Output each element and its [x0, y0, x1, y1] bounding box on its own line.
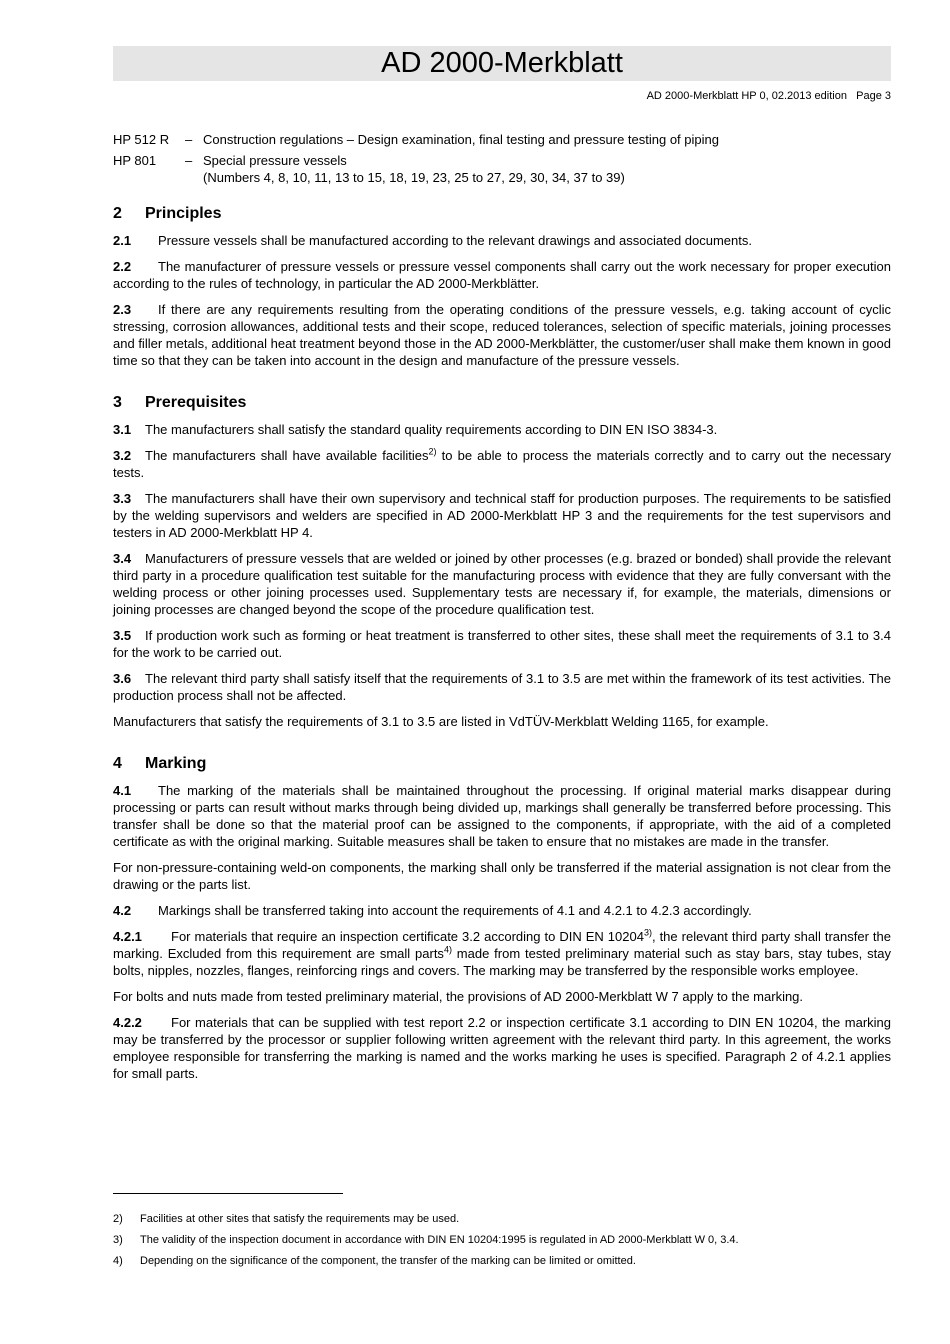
section-title: Marking [145, 755, 207, 772]
paragraph [113, 258, 891, 292]
reference-code: HP 512 R [113, 132, 170, 147]
paragraph-text: For non-pressure-containing weld-on components, the marking shall only be transferred if the material assignation is not clear from the drawing or the parts list. [113, 860, 891, 892]
paragraph [113, 1014, 891, 1082]
paragraph [113, 421, 891, 438]
reference-text [203, 152, 891, 186]
paragraph [113, 550, 891, 618]
paragraph-text: The manufacturers shall satisfy the standard quality requirements according to DIN EN ISO 3834-3. [145, 422, 718, 437]
paragraph [113, 627, 891, 661]
footnote [113, 1254, 891, 1268]
paragraph [113, 782, 891, 850]
paragraph-number: 3.5 [113, 628, 132, 643]
section-heading [113, 754, 891, 774]
section-heading [113, 393, 891, 413]
paragraph-number: 3.6 [113, 671, 132, 686]
paragraph-number: 4.2.2 [113, 1015, 142, 1030]
reference-item [113, 152, 891, 186]
section-number: 4 [113, 755, 122, 772]
paragraph-text: The manufacturer of pressure vessels or pressure vessel components shall carry out the work necessary for proper execution according to the rules of technology, in particular the AD 2000-Merkblätter. [113, 259, 891, 291]
paragraph-text: For materials that require an inspection certificate 3.2 according to DIN EN 10204 [171, 929, 644, 944]
reference-code: HP 801 [113, 153, 157, 168]
paragraph-number: 3.4 [113, 551, 132, 566]
paragraph-number: 3.3 [113, 491, 132, 506]
footnote-ref[interactable]: 4) [443, 944, 452, 955]
paragraph-text: made from tested preliminary material such as stay bars, stay tubes, stay bolts, nipples, nozzles, flanges, reinforcing rings and covers. The marking may be transferred by the responsible works employee. [113, 946, 891, 978]
footnote-number: 2) [113, 1213, 123, 1225]
footnote-divider [113, 1193, 343, 1194]
paragraph [113, 301, 891, 369]
document-page [113, 46, 891, 1082]
edition-line: AD 2000-Merkblatt HP 0, 02.2013 edition Page 3 [646, 90, 891, 102]
section-number: 2 [113, 205, 122, 222]
reference-dash: – [185, 153, 193, 168]
paragraph-text: Pressure vessels shall be manufactured according to the relevant drawings and associated documents. [158, 233, 752, 248]
footnote-ref[interactable]: 3) [643, 927, 652, 938]
section-title: Principles [145, 205, 222, 222]
paragraph-text: The relevant third party shall satisfy itself that the requirements of 3.1 to 3.5 are met within the framework of its test activities. The production process shall not be affected. [113, 671, 891, 703]
paragraph-number: 2.2 [113, 259, 132, 274]
paragraph-text: For materials that can be supplied with test report 2.2 or inspection certificate 3.1 according to DIN EN 10204, the marking may be transferred by the processor or supplier following written agreement with the relevant third party. In this agreement, the works employee responsible for transferring the marking is named and the works marking he uses is specified. Paragraph 2 of 4.2.1 applies for small parts. [113, 1015, 891, 1081]
paragraph [113, 670, 891, 704]
paragraph [113, 902, 891, 919]
paragraph-text: The manufacturers shall have their own supervisory and technical staff for production purposes. The requirements to be satisfied by the welding supervisors and welders are specified in AD 2000-Merkblatt HP 3 and the requirements for the test supervisors and testers in AD 2000-Merkblatt HP 4. [113, 491, 891, 540]
paragraph-number: 2.3 [113, 302, 132, 317]
paragraph [113, 490, 891, 541]
paragraph-text: If production work such as forming or heat treatment is transferred to other sites, these shall meet the requirements of 3.1 to 3.4 for the work to be carried out. [113, 628, 891, 660]
paragraph-text: Manufacturers that satisfy the requirements of 3.1 to 3.5 are listed in VdTÜV-Merkblatt Welding 1165, for example. [113, 714, 769, 729]
section-heading [113, 204, 891, 224]
section-number: 3 [113, 394, 122, 411]
paragraph-text: For bolts and nuts made from tested preliminary material, the provisions of AD 2000-Merkblatt W 7 apply to the marking. [113, 989, 804, 1004]
paragraph-text: The marking of the materials shall be maintained throughout the processing. If original material marks disappear during processing or parts can result without marks through being divided up, markings shall generally be transferred before processing. This transfer shall be done so that the material proof can be assigned to the components, if appropriate, with the aid of a completed certificate as with the original marking. Suitable measures shall be taken to ensure that no mistakes are made in the transfer. [113, 783, 891, 849]
paragraph-number: 3.1 [113, 422, 132, 437]
reference-dash: – [185, 132, 193, 147]
footnote [113, 1212, 891, 1226]
paragraph-text: to be able to process the materials correctly and to carry out the necessary tests. [113, 448, 892, 480]
footnote-number: 3) [113, 1234, 123, 1246]
paragraph [113, 713, 891, 730]
paragraph-number: 4.1 [113, 783, 132, 798]
footnote-list [113, 1212, 891, 1275]
section-title: Prerequisites [145, 394, 247, 411]
paragraph-text: , the relevant third party shall transfer the marking. Excluded from this requirement are small parts [113, 929, 891, 961]
footnote-text: The validity of the inspection document in accordance with DIN EN 10204:1995 is regulated in AD 2000-Merkblatt W 0, 3.4. [140, 1234, 739, 1246]
paragraph [113, 988, 891, 1005]
footnote-number: 4) [113, 1255, 123, 1267]
footnote-text: Depending on the significance of the component, the transfer of the marking can be limited or omitted. [140, 1255, 636, 1267]
document-title: AD 2000-Merkblatt [113, 46, 891, 81]
footnote [113, 1233, 891, 1247]
footnote-text: Facilities at other sites that satisfy the requirements may be used. [140, 1213, 460, 1225]
paragraph [113, 928, 891, 979]
paragraph-number: 4.2 [113, 903, 132, 918]
reference-text-line: Special pressure vessels [203, 153, 347, 168]
reference-list [113, 131, 891, 186]
reference-text-line: (Numbers 4, 8, 10, 11, 13 to 15, 18, 19, 23, 25 to 27, 29, 30, 34, 37 to 39) [203, 170, 625, 185]
paragraph-number: 3.2 [113, 448, 132, 463]
footnote-ref[interactable]: 2) [428, 446, 437, 457]
reference-text: Construction regulations – Design examination, final testing and pressure testing of piping [203, 132, 719, 147]
paragraph [113, 232, 891, 249]
paragraph-text: The manufacturers shall have available facilities [145, 448, 429, 463]
paragraph-text: If there are any requirements resulting from the operating conditions of the pressure vessels, e.g. taking account of cyclic stressing, corrosion allowances, additional tests and their scope, reduced tolerances, selection of specific materials, joining processes and filler metals, additional heat treatment beyond those in the AD 2000-Merkblätter, the customer/user shall make them known in good time so that they can be taken into account in the design and manufacture of the pressure vessels. [113, 302, 891, 368]
paragraph-text: Markings shall be transferred taking into account the requirements of 4.1 and 4.2.1 to 4.2.3 accordingly. [158, 903, 752, 918]
paragraph-number: 2.1 [113, 233, 132, 248]
paragraph [113, 859, 891, 893]
paragraph-number: 4.2.1 [113, 929, 142, 944]
paragraph-text: Manufacturers of pressure vessels that are welded or joined by other processes (e.g. brazed or bonded) shall provide the relevant third party in a procedure qualification test suitable for the manufacturing process with evidence that they are fully conversant with the welding process or other joining processes used. Supplementary tests are necessary if, for example, the materials, dimensions or joining processes are changed beyond the scope of the procedure qualification test. [113, 551, 891, 617]
reference-item [113, 131, 891, 148]
paragraph [113, 447, 891, 481]
